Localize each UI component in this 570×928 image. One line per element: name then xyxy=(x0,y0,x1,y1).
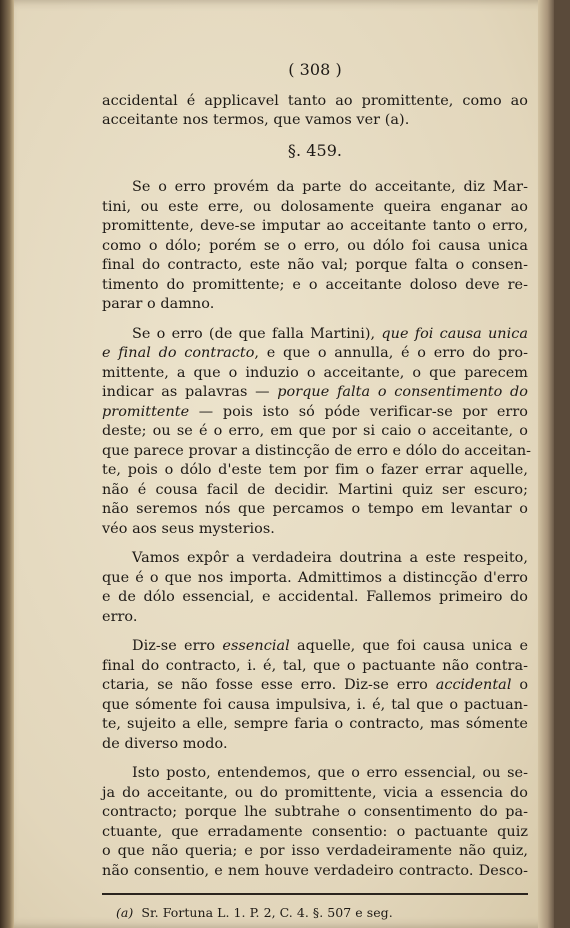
text-line: timento do promittente; e o acceitante doloso deve re- xyxy=(102,276,528,293)
text-line: final do contracto, i. é, tal, que o pactuante não contra- xyxy=(102,657,528,674)
text-line: erro. xyxy=(102,608,138,625)
text-line: que sómente foi causa impulsiva, i. é, tal que o pactuan- xyxy=(102,696,528,713)
text-line: promittente — pois isto só póde verificar-se por erro xyxy=(102,403,528,420)
text-line: não consentio, e nem houve verdadeiro contracto. Desco- xyxy=(102,862,528,879)
text-line: e de dólo essencial, e accidental. Fallemos primeiro do xyxy=(102,589,528,605)
text-line: Se o erro (de que falla Martini), que foi causa unica xyxy=(132,325,528,342)
footnote xyxy=(102,903,528,923)
footnote-rule xyxy=(102,893,528,895)
footnote-mark: (a) xyxy=(116,905,134,920)
text-line: Diz-se erro essencial aquelle, que foi causa unica e xyxy=(132,638,529,654)
book-spine xyxy=(0,0,14,928)
text-line: ja do acceitante, ou do promittente, vicia a essencia do xyxy=(102,784,528,801)
text-line: o que não queria; e por isso verdadeiramente não quiz, xyxy=(102,843,528,859)
text-line: não é cousa facil de decidir. Martini quiz ser escuro; xyxy=(102,481,528,498)
paragraph-1 xyxy=(102,178,528,315)
page-body xyxy=(102,60,532,923)
text-line: mittente, a que o induzio o acceitante, o que parecem xyxy=(102,364,528,381)
text-line: accidental é applicavel tanto ao promittente, como ao xyxy=(102,92,528,109)
section-heading: §. 459. xyxy=(287,140,343,160)
text-line: não seremos nós que percamos o tempo em levantar o xyxy=(102,501,528,517)
text-line: deste; ou se é o erro, em que por si caio o acceitante, o xyxy=(102,423,528,439)
text-line: de diverso modo. xyxy=(102,735,228,752)
text-line: promittente, deve-se imputar ao acceitante tanto o erro, xyxy=(102,218,528,234)
text-line: véo aos seus mysterios. xyxy=(102,520,275,537)
text-line: tini, ou este erre, ou dolosamente queira enganar ao xyxy=(102,198,528,215)
text-line: como o dólo; porém se o erro, ou dólo foi causa unica xyxy=(102,237,528,254)
footnote-text: Sr. Fortuna L. 1. P. 2, C. 4. §. 507 e seg. xyxy=(141,905,393,920)
text-line: te, sujeito a elle, sempre faria o contracto, mas sómente xyxy=(102,716,528,732)
italic-phrase: e final do contracto xyxy=(102,345,255,361)
page-edge xyxy=(538,0,554,928)
text-line: acceitante nos termos, que vamos ver (a). xyxy=(102,112,410,128)
paragraph-5 xyxy=(102,764,528,881)
intro-paragraph xyxy=(102,92,528,131)
text-line: Isto posto, entendemos, que o erro essencial, ou se- xyxy=(132,765,528,781)
text-line: Vamos expôr a verdadeira doutrina a este respeito, xyxy=(132,550,528,566)
text-line: e final do contracto, e que o annulla, é o erro do pro- xyxy=(102,345,528,361)
paragraph-4 xyxy=(102,637,528,754)
text-line: indicar as palavras — porque falta o consentimento do xyxy=(102,384,529,400)
italic-phrase: que foi causa unica xyxy=(381,325,528,342)
italic-phrase: porque falta o consentimento do xyxy=(277,384,529,400)
italic-phrase: accidental xyxy=(435,677,512,693)
paragraph-2 xyxy=(102,325,532,540)
page-number: ( 308 ) xyxy=(288,60,342,79)
text-line: Se o erro provém da parte do acceitante, diz Mar- xyxy=(132,179,528,195)
text-line: ctaria, se não fosse esse erro. Diz-se erro accidental o xyxy=(102,677,529,693)
text-line: contracto; porque lhe subtrahe o consentimento do pa- xyxy=(102,804,528,820)
italic-phrase: promittente xyxy=(102,403,190,420)
text-line: ctuante, que erradamente consentio: o pactuante quiz xyxy=(102,823,528,840)
paragraph-3 xyxy=(102,549,528,627)
text-line: te, pois o dólo d'este tem por fim o fazer errar aquelle, xyxy=(102,462,528,478)
italic-phrase: essencial xyxy=(222,638,290,654)
text-line: que é o que nos importa. Admittimos a distincção d'erro xyxy=(102,569,528,586)
text-line: final do contracto, este não val; porque falta o consen- xyxy=(102,257,528,273)
text-line: que parece provar a distincção de erro e dólo do acceitan- xyxy=(102,442,532,459)
text-line: parar o damno. xyxy=(102,296,215,312)
